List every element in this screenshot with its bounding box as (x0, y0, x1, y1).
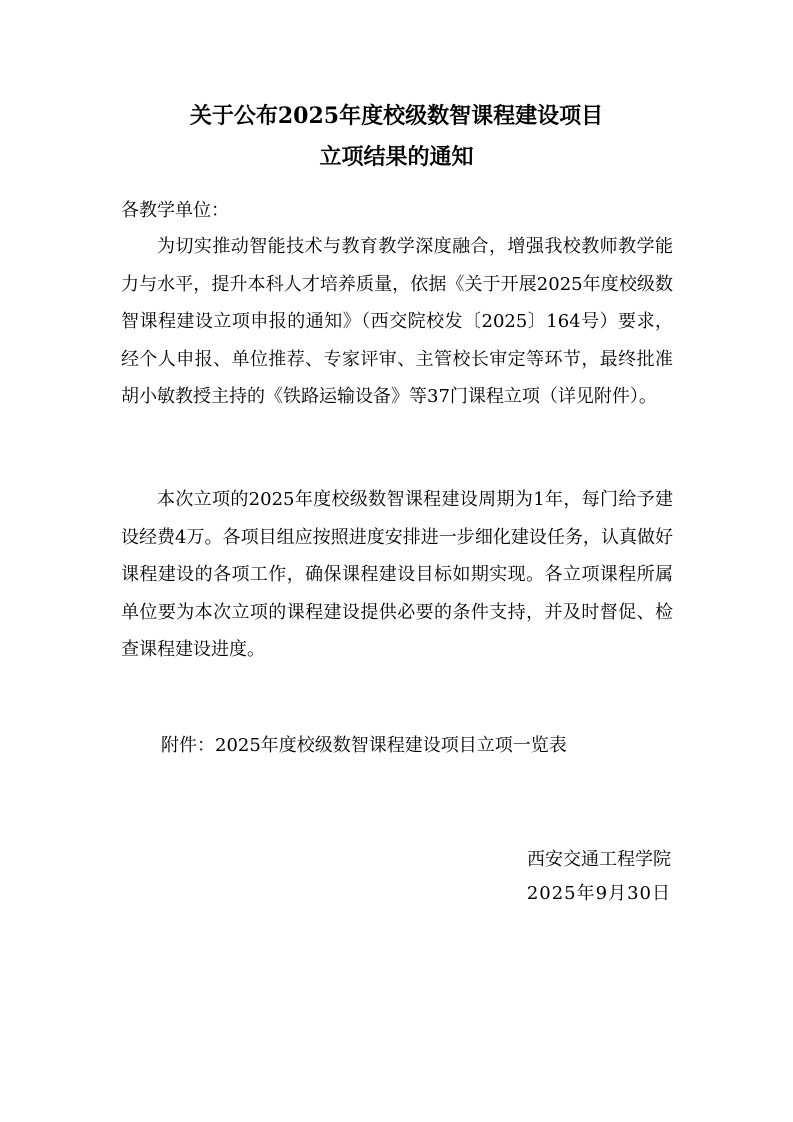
body-paragraph-1: 为切实推动智能技术与教育教学深度融合，增强我校教师教学能力与水平，提升本科人才培养质量，依据《关于开展2025年度校级数智课程建设立项申报的通知》（西交院校发〔2025〕164号）要求，经个人申报、单位推荐、专家评审、主管校长审定等环节，最终批准胡小敏教授主持的《铁路运输设备》等37门课程立项（详见附件）。 (121, 236, 673, 408)
issuing-organization: 西安交通工程学院 (527, 849, 671, 870)
notice-title-line-1: 关于公布2025年度校级数智课程建设项目 (189, 103, 604, 129)
issue-date: 2025年9月30日 (526, 883, 671, 904)
attachment-note: 附件：2025年度校级数智课程建设项目立项一览表 (161, 735, 567, 756)
salutation: 各教学单位： (121, 200, 229, 221)
body-paragraph-2: 本次立项的2025年度校级数智课程建设周期为1年，每门给予建设经费4万。各项目组应按照进度安排进一步细化建设任务，认真做好课程建设的各项工作，确保课程建设目标如期实现。各立项课程所属单位要为本次立项的课程建设提供必要的条件支持，并及时督促、检查课程建设进度。 (121, 489, 673, 661)
notice-title-line-2: 立项结果的通知 (319, 144, 474, 170)
